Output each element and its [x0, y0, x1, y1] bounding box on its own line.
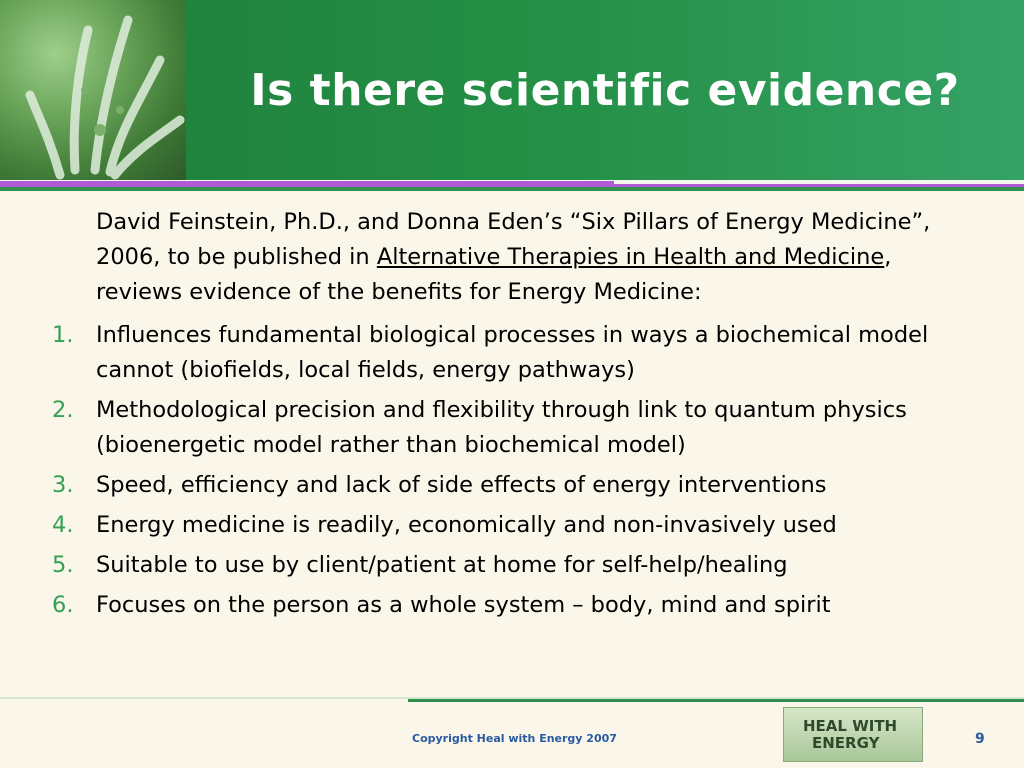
- list-item-text: Focuses on the person as a whole system – body, mind and spirit: [96, 592, 831, 618]
- intro-text: David Feinstein, Ph.D., and Donna Eden’s “Six Pillars of Energy Medicine”, 2006, to be published in: [96, 209, 931, 270]
- footer-green-bar: [408, 699, 1024, 702]
- list-item: [0, 393, 966, 463]
- page-number: 9: [975, 731, 985, 747]
- list-item: [0, 508, 966, 543]
- logo-line2: ENERGY: [812, 733, 880, 752]
- list-number: 1.: [52, 322, 74, 348]
- slide-title: Is there scientific evidence?: [250, 64, 960, 116]
- benefits-list: [0, 318, 1000, 623]
- list-item: [0, 318, 966, 388]
- list-number: 6.: [52, 592, 74, 618]
- list-item: [0, 468, 966, 503]
- green-accent-bar: [0, 187, 1024, 191]
- list-number: 4.: [52, 512, 74, 538]
- list-item: [0, 588, 966, 623]
- slide-body: [0, 205, 1000, 628]
- hand-illustration-icon: [0, 0, 186, 180]
- intro-paragraph: [96, 205, 956, 310]
- copyright-text: Copyright Heal with Energy 2007: [412, 732, 617, 745]
- journal-title: Alternative Therapies in Health and Medicine: [376, 244, 885, 270]
- list-number: 2.: [52, 397, 74, 423]
- list-item-text: Suitable to use by client/patient at home for self-help/healing: [96, 552, 788, 578]
- intro-text-end: , reviews evidence of the benefits for Energy Medicine:: [96, 244, 892, 305]
- list-item-text: Energy medicine is readily, economically and non-invasively used: [96, 512, 837, 538]
- list-item: [0, 548, 966, 583]
- header-banner: [0, 0, 1024, 180]
- logo-line1: HEAL WITH: [803, 716, 898, 735]
- list-number: 3.: [52, 472, 74, 498]
- list-number: 5.: [52, 552, 74, 578]
- hand-image: [0, 0, 186, 180]
- list-item-text: Methodological precision and flexibility through link to quantum physics (bioenergetic model rather than biochemical model): [96, 397, 907, 458]
- list-item-text: Influences fundamental biological processes in ways a biochemical model cannot (biofields, local fields, energy pathways): [96, 322, 929, 383]
- heal-with-energy-logo: [783, 707, 923, 762]
- list-item-text: Speed, efficiency and lack of side effects of energy interventions: [96, 472, 827, 498]
